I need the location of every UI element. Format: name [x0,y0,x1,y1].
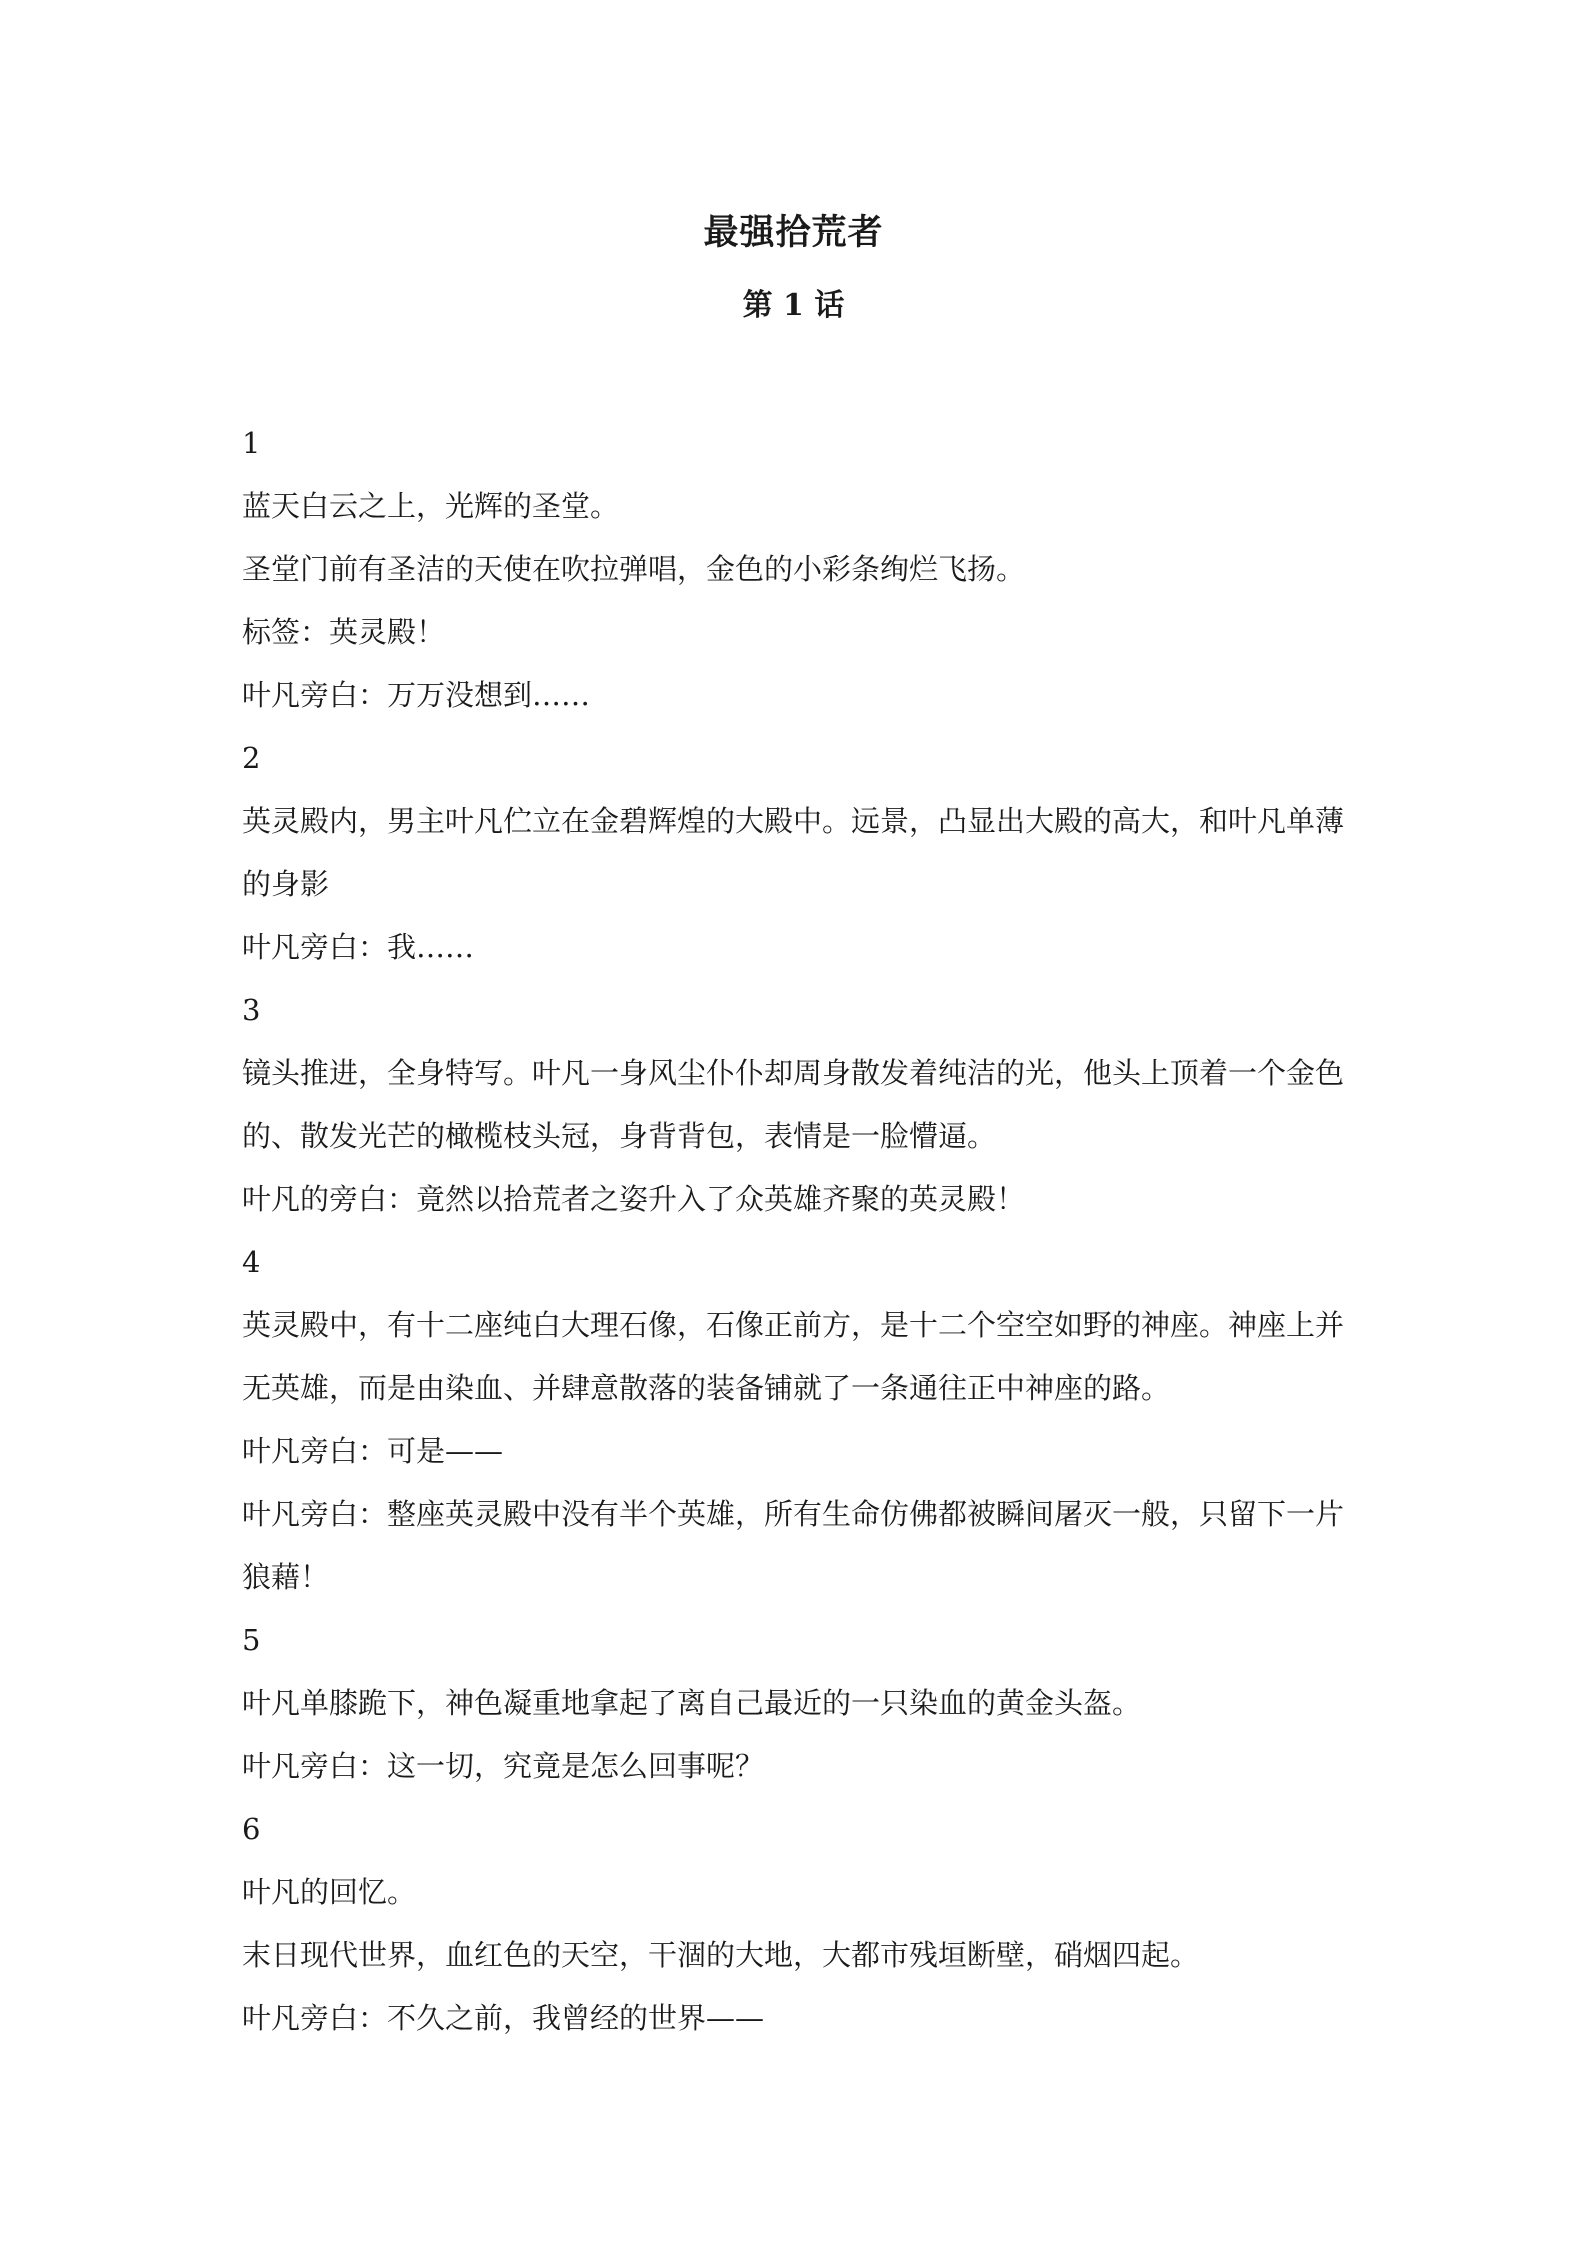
narration-line: 叶凡旁白：可是—— [242,1434,504,1468]
panel-number: 1 [242,426,261,460]
narration-line: 叶凡旁白：不久之前，我曾经的世界—— [242,2001,765,2035]
narration-line: 叶凡旁白：这一切，究竟是怎么回事呢？ [242,1749,765,1783]
document-title: 最强拾荒者 [703,212,884,253]
scene-description: 蓝天白云之上，光辉的圣堂。 [242,489,620,523]
scene-description: 英灵殿中，有十二座纯白大理石像，石像正前方，是十二个空空如野的神座。神座上并无英雄，而是由染血、并肆意散落的装备铺就了一条通往正中神座的路。 [242,1308,1345,1405]
panel-number: 6 [242,1812,261,1846]
chapter-heading: 第 1 话 [742,288,845,323]
panel-number: 5 [242,1623,261,1657]
panel-number: 3 [242,993,261,1027]
scene-description: 圣堂门前有圣洁的天使在吹拉弹唱，金色的小彩条绚烂飞扬。 [242,552,1026,586]
panel-number: 2 [242,741,261,775]
narration-line: 叶凡的旁白：竟然以拾荒者之姿升入了众英雄齐聚的英灵殿！ [242,1182,1026,1216]
narration-line: 叶凡旁白：我…… [242,930,475,964]
label-line: 标签：英灵殿！ [242,615,446,649]
scene-description: 英灵殿内，男主叶凡伫立在金碧辉煌的大殿中。远景，凸显出大殿的高大，和叶凡单薄的身影 [242,804,1345,901]
narration-line: 叶凡旁白：万万没想到…… [242,678,591,712]
scene-description: 叶凡的回忆。 [242,1875,417,1909]
panel-number: 4 [242,1245,261,1279]
scene-description: 镜头推进，全身特写。叶凡一身风尘仆仆却周身散发着纯洁的光，他头上顶着一个金色的、散发光芒的橄榄枝头冠，身背背包，表情是一脸懵逼。 [242,1056,1345,1153]
script-body [242,412,1357,2050]
scene-description: 叶凡单膝跪下，神色凝重地拿起了离自己最近的一只染血的黄金头盔。 [242,1686,1142,1720]
scene-description: 末日现代世界，血红色的天空，干涸的大地，大都市残垣断壁，硝烟四起。 [242,1938,1200,1972]
narration-line: 叶凡旁白：整座英灵殿中没有半个英雄，所有生命仿佛都被瞬间屠灭一般，只留下一片狼藉！ [242,1497,1345,1594]
